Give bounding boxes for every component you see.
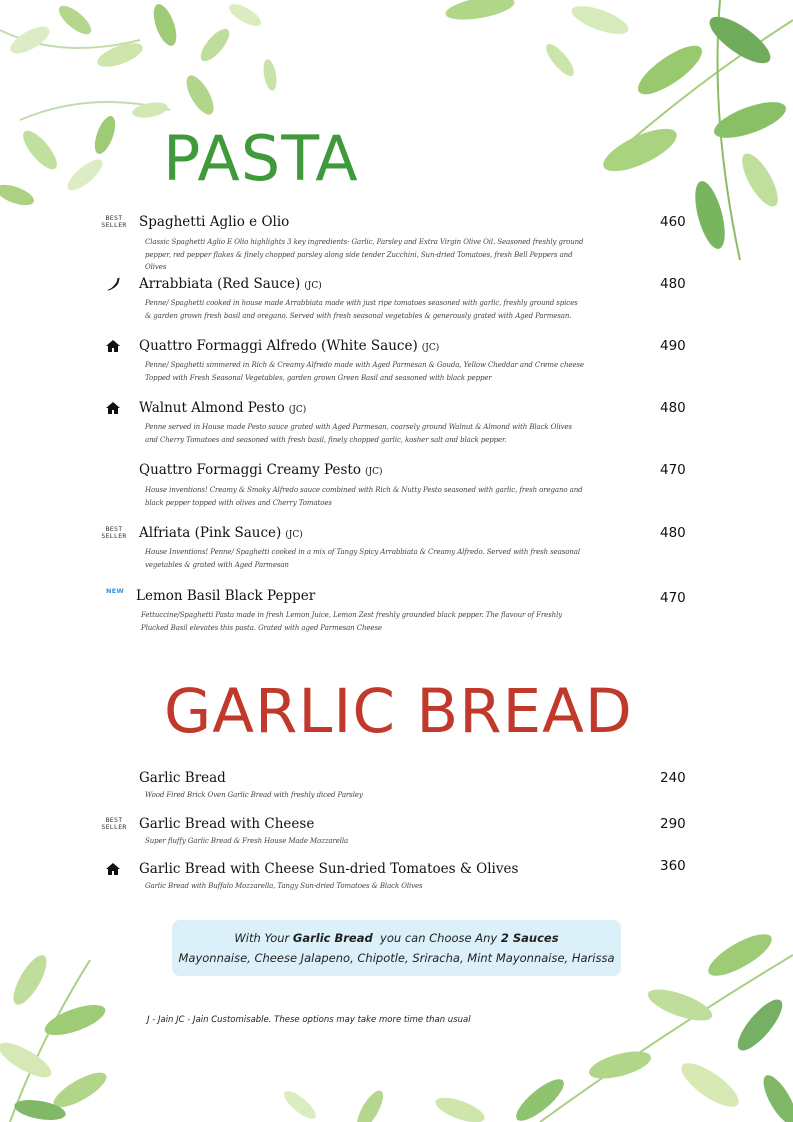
sauce-note-line1 <box>172 931 621 945</box>
item-price: 470 <box>660 590 686 606</box>
item-name-text: Quattro Formaggi Alfredo (White Sauce) <box>139 338 418 354</box>
sauce-note-prefix: With Your <box>234 931 293 945</box>
item-name: Garlic Bread <box>139 770 226 786</box>
jain-customisable-tag: (JC) <box>421 343 440 353</box>
item-name <box>139 214 289 230</box>
item-price: 480 <box>660 525 686 541</box>
jain-customisable-tag: (JC) <box>285 530 303 540</box>
item-price: 460 <box>660 214 686 230</box>
item-name-text: Arrabbiata (Red Sauce) <box>139 276 301 292</box>
item-description: Fettuccine/Spaghetti Pasta made in fresh Lemon Juice, Lemon Zest freshly grounded black pepper. The flavour of Freshly Plucked Basil elevates this pasta. Grated with aged Parmesan Cheese <box>141 611 563 632</box>
jain-footnote: J - Jain JC - Jain Customisable. These options may take more time than usual <box>147 1015 471 1025</box>
item-price: 360 <box>660 858 686 874</box>
leaves-top-right <box>420 0 793 275</box>
item-description: Garlic Bread with Buffalo Mozzarella, Tangy Sun-dried Tomatoes & Black Olives <box>145 882 423 890</box>
item-description: Classic Spaghetti Aglio E Olio highlights 3 key ingredients- Garlic, Parsley and Extra Virgin Olive Oil. Seasoned freshly ground pepper, red pepper flakes & finely chopped parsley along side tender Zucchini, Sun-dried Tomatoes, fresh Bell Peppers and Olives <box>145 238 584 271</box>
new-badge: NEW <box>106 587 124 595</box>
item-name <box>139 525 303 541</box>
item-description: Wood Fired Brick Oven Garlic Bread with freshly diced Parsley <box>145 791 363 799</box>
best-seller-badge: BEST SELLER <box>101 816 127 831</box>
sauce-list: Mayonnaise, Cheese Jalapeno, Chipotle, Sriracha, Mint Mayonnaise, Harissa <box>178 951 615 965</box>
sauce-choice-note <box>172 920 621 976</box>
jain-customisable-tag: (JC) <box>304 281 322 291</box>
sauce-note-mid: you can Choose Any <box>372 931 501 945</box>
item-name <box>136 588 315 604</box>
item-description: Penne/ Spaghetti simmered in Rich & Creamy Alfredo made with Aged Parmesan & Gouda, Yellow Cheddar and Creme cheese Topped with Fresh Seasonal Vegetables, garden grown Green Basil and seasoned with black pepper <box>145 361 584 382</box>
item-price: 290 <box>660 816 686 832</box>
item-name <box>139 276 322 292</box>
item-name <box>139 400 306 416</box>
item-price: 240 <box>660 770 686 786</box>
item-description: Penne served in House made Pesto sauce grated with Aged Parmesan, coarsely ground Walnut & Almond with Black Olives and Cherry Tomatoes and seasoned with fresh basil, finely chopped garlic, kosher salt and black pepper. <box>145 423 572 444</box>
house-icon <box>104 338 122 354</box>
item-name-text: Alfriata (Pink Sauce) <box>139 525 282 541</box>
item-name-text: Quattro Formaggi Creamy Pesto <box>139 462 361 478</box>
item-name: Garlic Bread with Cheese Sun-dried Tomatoes & Olives <box>139 861 519 877</box>
item-price: 490 <box>660 338 686 354</box>
item-name-text: Spaghetti Aglio e Olio <box>139 214 290 230</box>
item-description: Penne/ Spaghetti cooked in house made Arrabbiata made with just ripe tomatoes seasoned with garlic, freshly ground spices & garden grown fresh basil and oregano. Served with fresh seasonal vegetables & generously grated with Aged Parmesan. <box>145 299 578 320</box>
item-name: Garlic Bread with Cheese <box>139 816 315 832</box>
pasta-section-title: PASTA <box>163 122 359 195</box>
leaves-bottom-left <box>0 920 160 1122</box>
house-icon <box>104 861 122 877</box>
item-name <box>139 462 383 478</box>
item-price: 480 <box>660 400 686 416</box>
sauce-note-two-sauces: 2 Sauces <box>500 931 559 945</box>
item-price: 480 <box>660 276 686 292</box>
jain-customisable-tag: (JC) <box>288 405 307 415</box>
item-name-text: Walnut Almond Pesto <box>139 400 285 416</box>
item-description: Super fluffy Garlic Bread & Fresh House Made Mozzarella <box>145 837 349 845</box>
item-name-text: Lemon Basil Black Pepper <box>136 588 316 604</box>
best-seller-badge: BEST SELLER <box>101 525 127 540</box>
item-price: 470 <box>660 462 686 478</box>
jain-customisable-tag: (JC) <box>364 467 383 477</box>
best-seller-badge: BEST SELLER <box>101 214 127 229</box>
sauce-note-garlic-bread: Garlic Bread <box>292 931 373 945</box>
item-description: House inventions! Creamy & Smoky Alfredo sauce combined with Rich & Nutty Pesto seasoned with garlic, fresh oregano and black pepper topped with olives and Cherry Tomatoes <box>145 486 583 507</box>
house-icon <box>104 400 122 416</box>
item-name <box>139 338 439 354</box>
garlic-bread-section-title: GARLIC BREAD <box>164 676 633 747</box>
item-description: House Inventions! Penne/ Spaghetti cooked in a mix of Tangy Spicy Arrabbiata & Creamy Alfredo. Served with fresh seasonal vegetables & grated with Aged Parmesan <box>145 548 580 569</box>
chili-icon <box>104 276 122 292</box>
